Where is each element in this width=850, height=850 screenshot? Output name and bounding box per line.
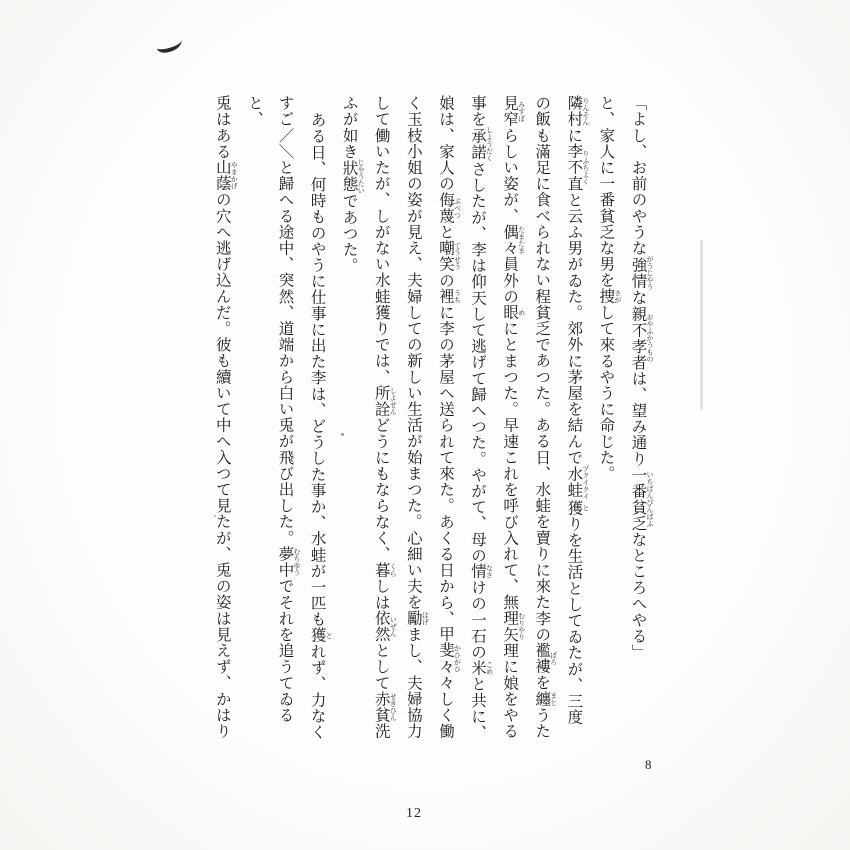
text-column: と、家人に一番貧乏な男を捜 さがして來るやうに命じた。 [597, 95, 622, 482]
text-column: 隣村 りんそんに李不直 りふちよくと云ふ男がゐた。郊外に茅屋を結んで水蛙 ヅクイクイ獲 とりを生活としてゐたが、三度 [565, 95, 590, 726]
text-column: く玉枝小姐の姿が見え、夫婦しての新しい生活が始まつた。心細い夫を勵 はげまし、夫婦協力 [404, 95, 430, 740]
page-number-bottom: 12 [406, 806, 422, 821]
text-column: 事を承諾 しようだくさしたが、李は仰天して逃げて歸へつた。やがて、母の情 なさけの一石の米 こめと共に、 [469, 95, 494, 741]
page-number-side: 8 [645, 757, 652, 772]
text-column: して働いたが、しがない水蛙獲りでは、所詮 しよせんどうにもならなく、暮 くらしは依然 いぜんとして赤貧 せきひん洗 [372, 95, 398, 740]
text-column: 「よし、お前のやうな強情 がうじやうな親不孝者 おやふかうものは、望み通り一番貧乏 いちばんびんばふなところへやる」 [629, 95, 654, 660]
text-column: の飯も滿足に食べられない程貧乏であつた。ある日、水蛙を賣りに來た李の襤褸 ぼろを纏 まとうた [533, 95, 558, 740]
ink-mark-artifact [155, 33, 184, 54]
text-column: すご／＼と歸へる途中、突然、道端から白い兎が飛び出した。夢中 むちゆうでそれを追うてゐると、 [245, 95, 301, 723]
text-column: ふが如き狀態 じやうたいであつた。 [340, 95, 366, 274]
text-column: 兎はある山蔭 やまかげの穴へ逃げ込んだ。彼も續いて中へ入つて見たが、兎の姿は見えず、かはり [213, 95, 239, 740]
scan-smudge [700, 240, 703, 410]
text-column: ある日、何時ものやうに仕事に出た李は、どうした事か、水蛙が一匹も獲 とれず、力なく [308, 112, 334, 740]
text-column: 見窄 みすぼらしい姿が、偶々 たまたま員外の眼 めにとまつた。早速これを呼び入れて、無理矢理 むりやりに娘をやる [501, 95, 526, 740]
text-column: 娘は、家人の侮蔑 ぶべつと嘲笑 てうせうの裡 うちに李の茅屋へ送られて來た。あくる日から、甲斐々々 かひがひしく働 [436, 95, 462, 740]
text-block [206, 95, 654, 747]
